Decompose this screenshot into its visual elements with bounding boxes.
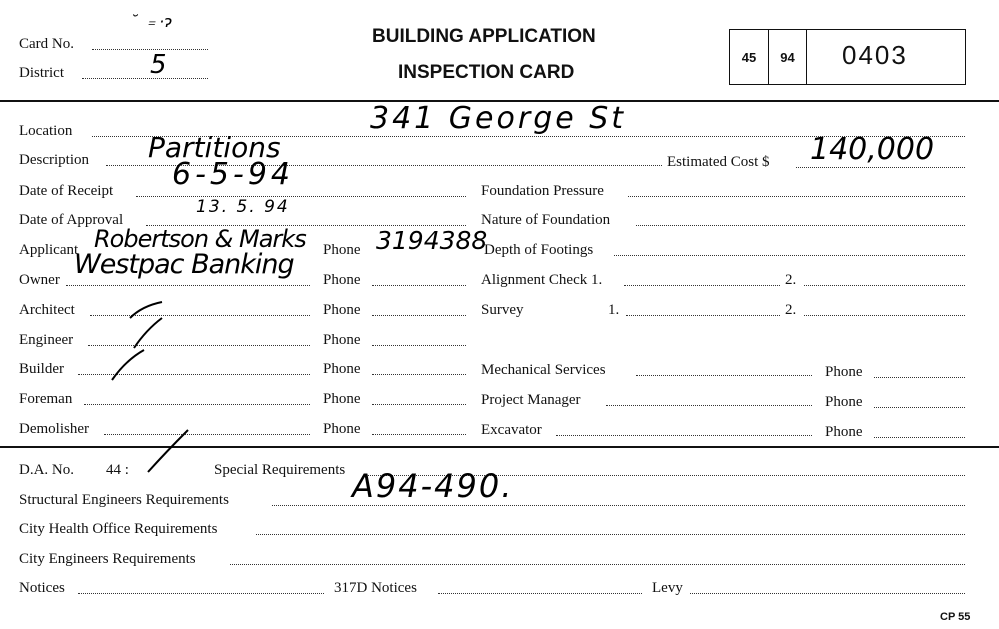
excavator-line xyxy=(556,434,812,436)
foreman-line xyxy=(84,403,310,405)
excavator-label: Excavator xyxy=(481,422,542,438)
notices-label: Notices xyxy=(19,580,65,596)
engineer-slash-mark xyxy=(132,316,172,350)
engineer-line xyxy=(88,344,310,346)
applicant-phone-value: 3194388 xyxy=(376,226,488,255)
form-title-line2: INSPECTION CARD xyxy=(398,62,575,83)
architect-label: Architect xyxy=(19,302,75,318)
alignment-check-2-line xyxy=(804,284,965,286)
project-manager-phone-line xyxy=(874,406,965,408)
architect-line xyxy=(90,314,310,316)
notices-317d-label: 317D Notices xyxy=(334,580,417,596)
project-manager-line xyxy=(606,404,812,406)
mechanical-services-phone-label: Phone xyxy=(825,364,863,380)
foundation-pressure-label: Foundation Pressure xyxy=(481,183,604,199)
architect-phone-label: Phone xyxy=(323,302,361,318)
builder-phone-label: Phone xyxy=(323,361,361,377)
reference-cell-2: 94 xyxy=(769,30,807,84)
district-label: District xyxy=(19,65,64,81)
city-engineers-line xyxy=(230,563,965,565)
owner-label: Owner xyxy=(19,272,60,288)
date-of-receipt-line xyxy=(136,195,466,197)
excavator-phone-label: Phone xyxy=(825,424,863,440)
engineer-phone-label: Phone xyxy=(323,332,361,348)
description-label: Description xyxy=(19,152,89,168)
applicant-label: Applicant xyxy=(19,242,79,258)
levy-line xyxy=(690,592,965,594)
nature-of-foundation-line xyxy=(636,224,965,226)
survey-label: Survey xyxy=(481,302,524,318)
mechanical-services-label: Mechanical Services xyxy=(481,362,606,378)
structural-engineers-value: A94-490. xyxy=(352,467,514,505)
depth-of-footings-label: Depth of Footings xyxy=(484,242,594,258)
estimated-cost-value: 140,000 xyxy=(810,132,935,167)
applicant-phone-label: Phone xyxy=(323,242,361,258)
applicant-value: Robertson & Marks xyxy=(94,225,306,253)
da-no-label: D.A. No. xyxy=(19,462,74,478)
reference-box xyxy=(729,29,966,85)
owner-value: Westpac Banking xyxy=(74,249,294,280)
city-health-line xyxy=(256,533,965,535)
reference-cell-1: 45 xyxy=(730,30,769,84)
survey-2-label: 2. xyxy=(785,302,797,318)
mechanical-services-line xyxy=(636,374,812,376)
city-health-label: City Health Office Requirements xyxy=(19,521,218,537)
alignment-check-label: Alignment Check 1. xyxy=(481,272,603,288)
location-label: Location xyxy=(19,123,73,139)
special-requirements-label: Special Requirements xyxy=(214,462,346,478)
date-of-receipt-value: 6-5-94 xyxy=(172,157,294,192)
levy-label: Levy xyxy=(652,580,683,596)
description-value: Partitions xyxy=(148,131,281,164)
demolisher-label: Demolisher xyxy=(19,421,89,437)
engineer-label: Engineer xyxy=(19,332,74,348)
builder-phone-line xyxy=(372,373,466,375)
demolisher-phone-line xyxy=(372,433,466,435)
location-value: 341 George St xyxy=(370,101,627,136)
notices-317d-line xyxy=(438,592,642,594)
alignment-check-1-line xyxy=(624,284,780,286)
alignment-check-2-label: 2. xyxy=(785,272,797,288)
foundation-pressure-line xyxy=(628,195,965,197)
reference-number: 0403 xyxy=(842,40,908,70)
date-of-approval-value: 13. 5. 94 xyxy=(196,197,290,217)
demolisher-line xyxy=(104,433,310,435)
city-engineers-label: City Engineers Requirements xyxy=(19,551,196,567)
owner-phone-label: Phone xyxy=(323,272,361,288)
nature-of-foundation-label: Nature of Foundation xyxy=(481,212,611,228)
excavator-phone-line xyxy=(874,436,965,438)
engineer-phone-line xyxy=(372,344,466,346)
project-manager-label: Project Manager xyxy=(481,392,581,408)
card-no-scribble: ˘ ﹦·ɂ xyxy=(130,12,172,31)
depth-of-footings-line xyxy=(614,254,965,256)
date-of-approval-label: Date of Approval xyxy=(19,212,124,228)
mechanical-services-phone-line xyxy=(874,376,965,378)
notices-line xyxy=(78,592,324,594)
survey-1-label: 1. xyxy=(608,302,620,318)
survey-2-line xyxy=(804,314,965,316)
district-line xyxy=(82,77,208,79)
project-manager-phone-label: Phone xyxy=(825,394,863,410)
owner-phone-line xyxy=(372,284,466,286)
district-value: 5 xyxy=(150,50,167,80)
structural-engineers-label: Structural Engineers Requirements xyxy=(19,492,229,508)
demolisher-phone-label: Phone xyxy=(323,421,361,437)
estimated-cost-label: Estimated Cost $ xyxy=(667,154,770,170)
owner-line xyxy=(66,284,310,286)
architect-phone-line xyxy=(372,314,466,316)
foreman-label: Foreman xyxy=(19,391,73,407)
form-code: CP 55 xyxy=(940,611,971,623)
survey-1-line xyxy=(626,314,780,316)
date-of-receipt-label: Date of Receipt xyxy=(19,183,114,199)
da-no-prefix: 44 : xyxy=(106,462,129,478)
card-no-label: Card No. xyxy=(19,36,74,52)
builder-slash-mark xyxy=(110,348,150,382)
foreman-phone-line xyxy=(372,403,466,405)
form-title-line1: BUILDING APPLICATION xyxy=(372,26,596,47)
da-no-slash-mark xyxy=(146,428,196,474)
foreman-phone-label: Phone xyxy=(323,391,361,407)
builder-label: Builder xyxy=(19,361,64,377)
